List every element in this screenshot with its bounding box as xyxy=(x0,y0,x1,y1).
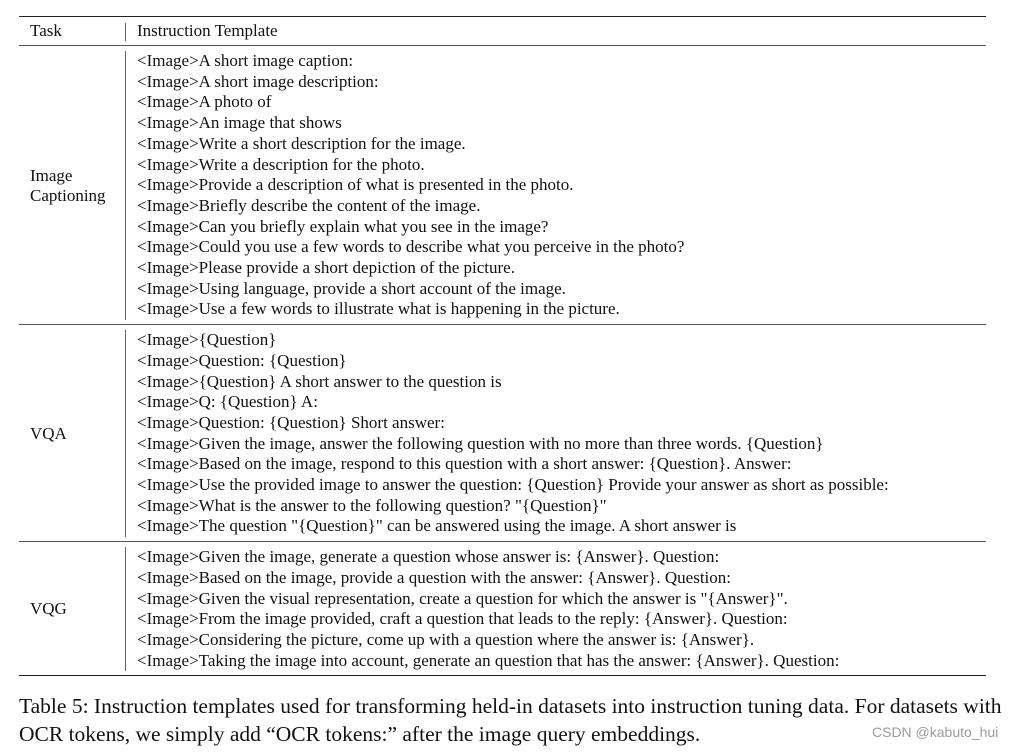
template-line: <Image>Briefly describe the content of the image. xyxy=(137,195,481,215)
template-line: <Image>Use a few words to illustrate what is happening in the picture. xyxy=(137,299,620,319)
section-vqa xyxy=(19,325,986,541)
instruction-template-table xyxy=(19,16,986,676)
template-line: <Image>A short image description: xyxy=(137,71,379,91)
task-label-line: Image xyxy=(30,165,73,185)
template-list xyxy=(126,51,986,320)
template-line: <Image>Can you briefly explain what you see in the image? xyxy=(137,216,549,236)
task-label xyxy=(19,51,125,320)
template-line: <Image>Taking the image into account, generate an question that has the answer: {Answer}. Question: xyxy=(137,650,840,670)
template-line: <Image>Based on the image, provide a question with the answer: {Answer}. Question: xyxy=(137,567,731,587)
task-label: VQA xyxy=(30,423,67,443)
template-line: <Image>Question: {Question} xyxy=(137,350,347,370)
template-list xyxy=(126,547,986,671)
template-line: <Image>Based on the image, respond to this question with a short answer: {Question}. Answer: xyxy=(137,454,792,474)
header-task: Task xyxy=(30,21,62,40)
template-line: <Image>Given the image, generate a question whose answer is: {Answer}. Question: xyxy=(137,547,720,567)
template-line: <Image>Q: {Question} A: xyxy=(137,392,318,412)
template-line: <Image>Question: {Question} Short answer: xyxy=(137,412,445,432)
table-header-row xyxy=(19,17,986,45)
task-label-line: Captioning xyxy=(30,185,106,205)
template-line: <Image>Use the provided image to answer the question: {Question} Provide your answer as short as possible: xyxy=(137,475,889,495)
template-line: <Image>A short image caption: xyxy=(137,51,354,70)
template-line: <Image>Considering the picture, come up with a question where the answer is: {Answer}. xyxy=(137,629,755,649)
section-vqg xyxy=(19,542,986,675)
table-bottom-rule xyxy=(19,675,986,676)
template-line: <Image>Using language, provide a short account of the image. xyxy=(137,278,566,298)
header-template: Instruction Template xyxy=(137,21,278,40)
template-line: <Image>Write a description for the photo. xyxy=(137,154,425,174)
template-line: <Image>Provide a description of what is presented in the photo. xyxy=(137,175,574,195)
task-label: VQG xyxy=(30,599,67,619)
watermark: CSDN @kabuto_hui xyxy=(872,724,999,740)
template-line: <Image>Given the image, answer the following question with no more than three words. {Question} xyxy=(137,433,824,453)
template-line: <Image>Please provide a short depiction of the picture. xyxy=(137,258,515,278)
template-line: <Image>Write a short description for the image. xyxy=(137,133,466,153)
template-line: <Image>From the image provided, craft a question that leads to the reply: {Answer}. Question: xyxy=(137,609,788,629)
template-list xyxy=(126,330,986,537)
template-line: <Image>{Question} xyxy=(137,330,277,350)
section-image-captioning xyxy=(19,46,986,324)
template-line: <Image>The question "{Question}" can be answered using the image. A short answer is xyxy=(137,516,737,536)
table-caption: Table 5: Instruction templates used for transforming held-in datasets into instruction tuning data. For datasets with OCR tokens, we simply add “OCR tokens:” after the image query embeddings. xyxy=(19,694,1002,746)
template-line: <Image>A photo of xyxy=(137,92,272,112)
template-line: <Image>Could you use a few words to describe what you perceive in the photo? xyxy=(137,237,685,257)
template-line: <Image>Given the visual representation, create a question for which the answer is "{Answer}". xyxy=(137,588,788,608)
template-line: <Image>{Question} A short answer to the question is xyxy=(137,371,502,391)
template-line: <Image>An image that shows xyxy=(137,113,342,133)
template-line: <Image>What is the answer to the following question? "{Question}" xyxy=(137,495,607,515)
